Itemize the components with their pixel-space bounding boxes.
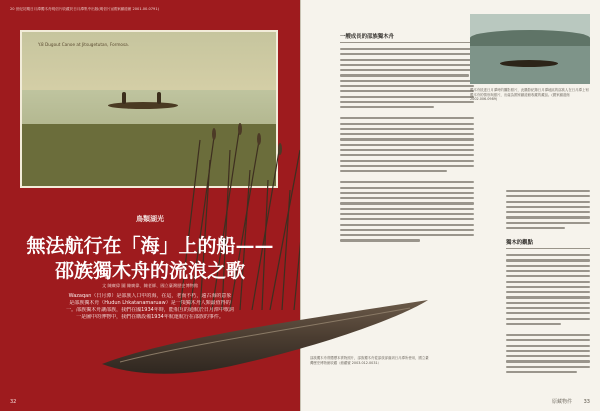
postcard-sky [22,32,276,90]
canoe-caption: 邵族獨木舟實體標本實物照片，邵族獨木舟從邵族部落到日月潭所使用，國立臺灣歷史博物館收藏（館藏號 2003.012.0031） [310,356,429,365]
postcard-canoe [108,102,178,109]
lead-line: 是邵族獨木舟（Hudun Lhkatanamaruaw）是一項獨木舟人類最值得的 [69,300,231,306]
photo-canoe [500,60,558,67]
paragraph [506,334,590,373]
postcard-rower [157,92,161,104]
lake-photo [470,14,590,84]
photo-hill [470,30,590,46]
title-line-1: 無法航行在「海」上的船—— [26,235,274,257]
paragraph [506,190,590,229]
section-heading: 一艘成長的邵族獨木舟 [340,32,474,43]
lead-line: Wazaqan（日月潭）是邵族人口中的海，在這，老而不朽，遠古海的意象 [68,293,232,299]
footer-tag: 原藏物件 [551,399,572,405]
postcard-rower [122,92,126,104]
text-column-right [506,190,590,382]
paragraph [506,254,590,325]
paragraph [340,48,474,108]
byline: 文 陳廣偉 圖 陳廣偉、陳老師、國立臺灣歷史博物館 [101,283,199,288]
lead-line: 一是圖中的博物中，我們在購設備1934年航運航行在邵族的事件。 [76,314,224,320]
section-heading: 獨木的觀點 [506,238,590,249]
running-header: 20 世紀初期日月潭獨木舟明信片收藏於日月潭集中出版(明信片)(國家鐵道館 2001.00.0791) [10,7,160,11]
paragraph [340,181,474,241]
kicker: 鳥類湖光 [136,215,164,223]
page-number-left: 32 [10,399,17,405]
page-number-right: 33 [583,399,590,405]
photo-caption: 獨木舟抵達日月潭時的攝影照片，此攝影紀錄日月潭地區的邵族人在日月潭上划獨木舟的情形與照片，出處為國家鐵道館收藏的藏品。(國家鐵道館 2002.006.0989) [470,88,589,102]
lead-line: 一。邵族獨木舟讓邵族，我們在國1934年時，能相互的通航於日月潭中歌詞 [66,307,234,313]
title-line-2: 邵族獨木舟的流浪之歌 [54,260,245,282]
canoe-artifact-image [100,298,430,380]
postcard-caption: Y.8 Dugout Canoe at Jitsugetutan, Formosa. [38,42,130,47]
text-column-left [340,30,474,251]
paragraph [340,117,474,172]
